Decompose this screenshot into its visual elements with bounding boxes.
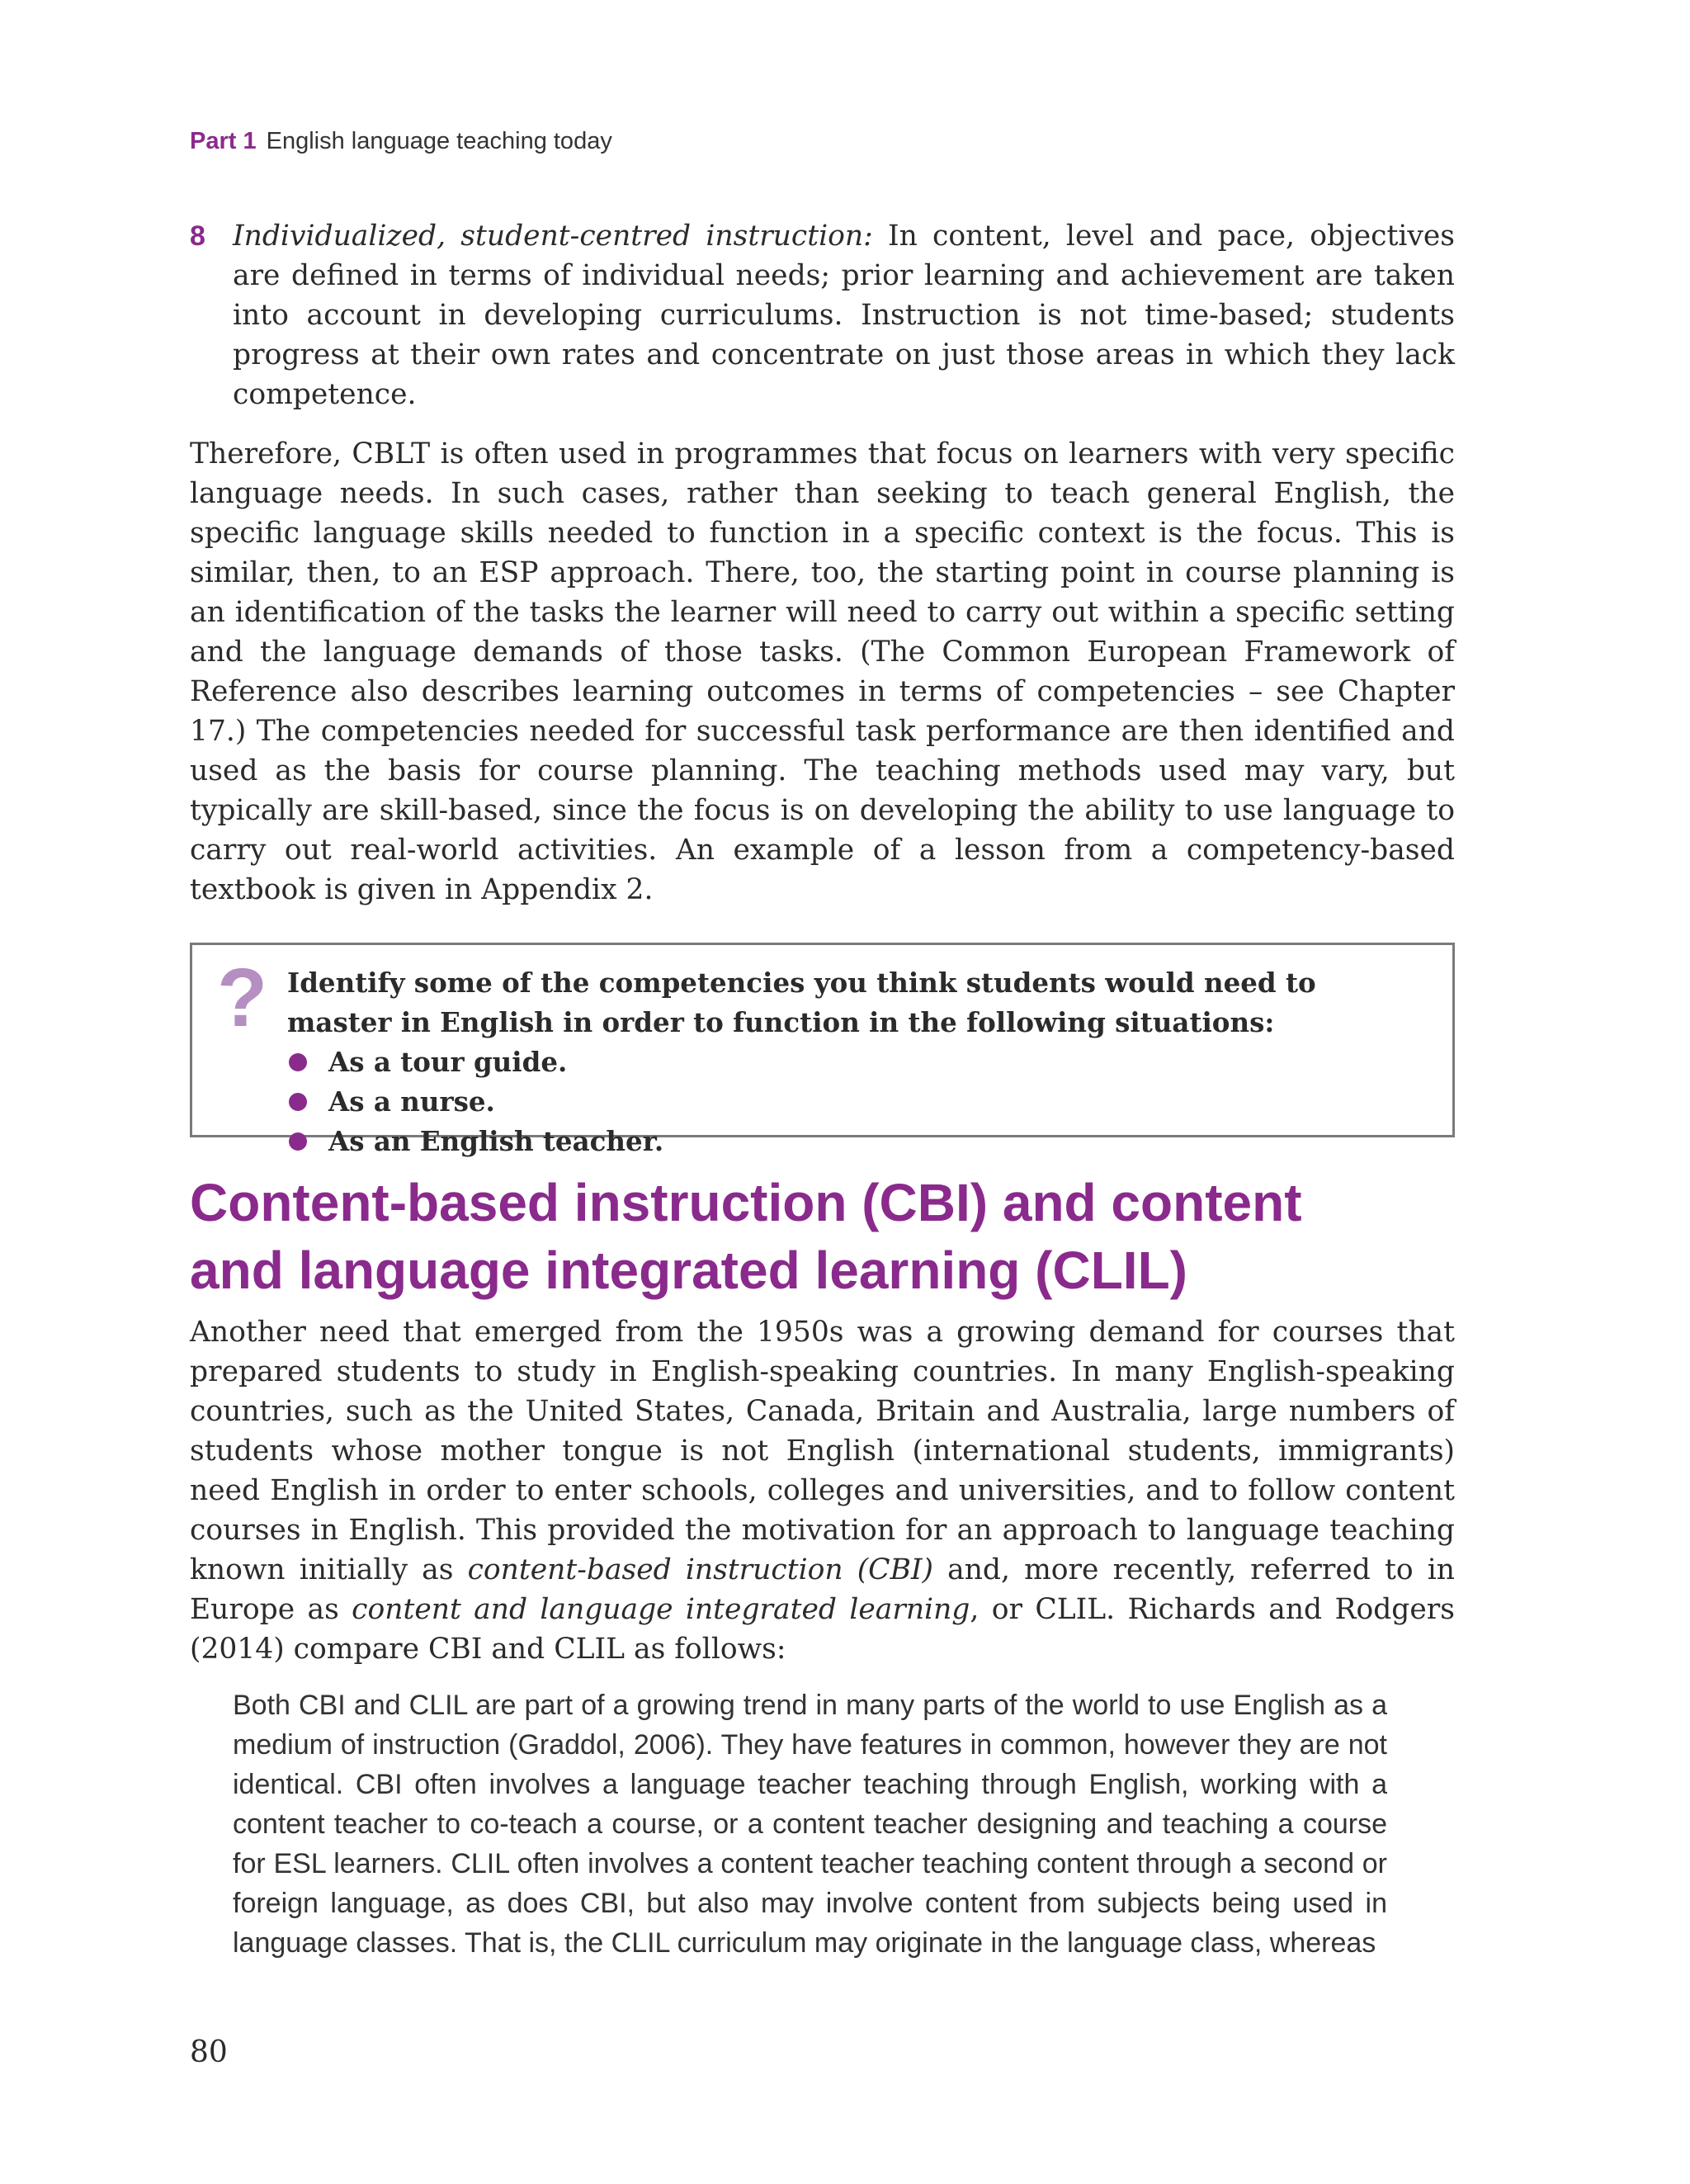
term-cbi: content-based instruction (CBI) bbox=[467, 1553, 934, 1586]
running-head-part: Part 1 bbox=[190, 128, 257, 154]
question-mark-icon: ? bbox=[217, 952, 268, 1044]
question-list-item: As a tour guide. bbox=[287, 1042, 1428, 1082]
question-list bbox=[287, 1042, 1428, 1161]
bullet-icon bbox=[289, 1053, 307, 1071]
question-prompt: Identify some of the competencies you think students would need to master in English in order to function in the following situations: bbox=[287, 967, 1316, 1038]
page-number: 80 bbox=[190, 2035, 228, 2069]
term-clil: content and language integrated learning bbox=[352, 1593, 970, 1626]
bullet-icon bbox=[289, 1132, 307, 1151]
running-head bbox=[190, 128, 612, 155]
question-list-item: As an English teacher. bbox=[287, 1122, 1428, 1161]
item-text: In content, level and pace, objectives are defined in terms of individual needs; prior learning and achievement are taken into account in developing curriculums. Instruction is not time-based; students progress at their own rates and concentrate on just those areas in which they lack competence. bbox=[233, 220, 1456, 411]
page-body bbox=[190, 216, 1455, 1963]
item-term: Individualized, student-centred instruction: bbox=[233, 220, 873, 253]
section-heading: Content-based instruction (CBI) and content and language integrated learning (CLIL) bbox=[190, 1173, 1302, 1300]
numbered-item-8 bbox=[190, 216, 1455, 414]
reflection-question-box bbox=[190, 943, 1455, 1157]
paragraph-cbi-clil: Another need that emerged from the 1950s was a growing demand for courses that prepared students to study in English-speaking countries. In many English-speaking countries, such as the United States, Canada, Britain and Australia, large numbers of students whose mother tongue is not English (international students, immigrants) need English in order to enter schools, colleges and universities, and to follow content courses in English. This provided the motivation for an approach to language teaching known initially as content-based instruction (CBI) and, more recently, referred to in Europe as content and language integrated learning, or CLIL. Richards and Rodgers (2014) compare CBI and CLIL as follows: bbox=[190, 1316, 1455, 1666]
running-head-title: English language teaching today bbox=[266, 128, 612, 154]
block-quote: Both CBI and CLIL are part of a growing trend in many parts of the world to use English as a medium of instruction (Graddol, 2006). They have features in common, however they are not identical. CBI often involves a language teacher teaching through English, working with a content teacher to co-teach a course, or a content teacher designing and teaching a course for ESL learners. CLIL often involves a content teacher teaching content through a second or foreign language, as does CBI, but also may involve content from subjects being used in language classes. That is, the CLIL curriculum may originate in the language class, whereas bbox=[233, 1690, 1387, 1959]
bullet-icon bbox=[289, 1093, 307, 1111]
paragraph-cblt: Therefore, CBLT is often used in programmes that focus on learners with very specific language needs. In such cases, rather than seeking to teach general English, the specific language skills needed to function in a specific context is the focus. This is similar, then, to an ESP approach. There, too, the starting point in course planning is an identification of the tasks the learner will need to carry out within a specific setting and the language demands of those tasks. (The Common European Framework of Reference also describes learning outcomes in terms of competencies – see Chapter 17.) The competencies needed for successful task performance are then identified and used as the basis for course planning. The teaching methods used may vary, but typically are skill-based, since the focus is on developing the ability to use language to carry out real-world activities. An example of a lesson from a competency-based textbook is given in Appendix 2. bbox=[190, 437, 1455, 906]
question-list-item: As a nurse. bbox=[287, 1082, 1428, 1122]
item-number: 8 bbox=[190, 220, 205, 252]
